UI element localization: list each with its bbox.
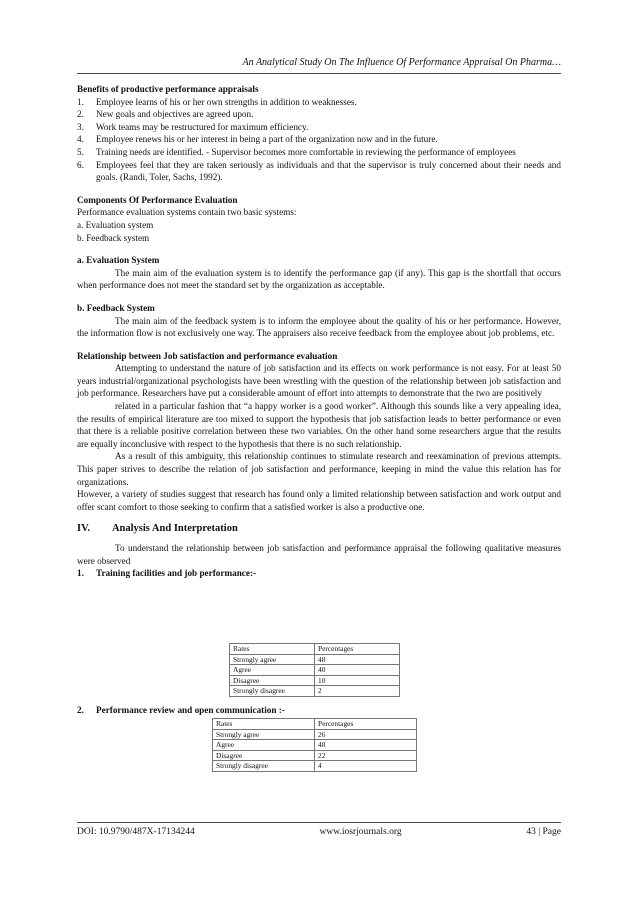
components-item-b: b. Feedback system	[77, 232, 150, 243]
table2-heading-block	[77, 704, 561, 717]
list-text: Employees feel that they are taken seriously as individuals and that the supervisor is truly concerned about their needs and goals. (Randi, Toler, Sachs, 1992).	[96, 159, 561, 183]
footer-website-link[interactable]: www.iosrjournals.org	[319, 827, 402, 837]
table1-heading	[77, 567, 561, 580]
evaluation-system-paragraph: The main aim of the evaluation system is to identify the performance gap (if any). This gap is the shortfall that occurs when performance does not meet the standard set by the organization as acceptable.	[77, 267, 561, 291]
benefits-heading: Benefits of productive performance appraisals	[77, 84, 259, 94]
table-header-row	[213, 719, 417, 730]
table-row	[230, 665, 400, 676]
table-row	[213, 761, 417, 772]
table-cell: 40	[315, 665, 400, 676]
list-text: Employee learns of his or her own strengths in addition to weaknesses.	[96, 96, 357, 107]
footer-doi: DOI: 10.9790/487X-17134244	[77, 827, 195, 837]
running-header: An Analytical Study On The Influence Of Performance Appraisal On Pharma…	[242, 57, 561, 68]
section-heading	[77, 523, 561, 536]
list-text: Work teams may be restructured for maximum efficiency.	[96, 121, 309, 132]
table-cell: Disagree	[230, 675, 315, 686]
table-row	[230, 654, 400, 665]
list-text: Training needs are identified. - Supervisor becomes more comfortable in reviewing the performance of employees	[96, 146, 516, 157]
list-item	[77, 159, 561, 184]
section-title: Analysis And Interpretation	[111, 523, 238, 535]
list-item	[77, 146, 561, 159]
performance-review-table	[212, 718, 417, 772]
table-cell: Agree	[213, 740, 315, 751]
table-header-cell: Percentages	[315, 644, 400, 655]
list-number: 4.	[77, 134, 84, 145]
footer-divider	[77, 822, 561, 823]
table-cell: 48	[315, 740, 417, 751]
list-text: New goals and objectives are agreed upon.	[96, 109, 254, 120]
table-cell: 48	[315, 654, 400, 665]
relationship-paragraph-2: related in a particular fashion that “a happy worker is a good worker”. Although this sounds like a very appealing idea, the results of empirical literature are too mixed to support the hypothesis that job satisfaction leads to better performance or even that there is a reliable positive correlation between these two variables. On the other hand some researchers argue that the results are equally inconclusive with respect to the hypothesis that there is no such relationship.	[77, 401, 561, 449]
table2-number: 2.	[77, 705, 84, 715]
table-cell: Agree	[230, 665, 315, 676]
page-footer	[77, 827, 561, 837]
list-item	[77, 96, 561, 109]
table-row	[213, 750, 417, 761]
table-cell: Strongly agree	[230, 654, 315, 665]
section-intro: To understand the relationship between job satisfaction and performance appraisal the following qualitative measures were observed	[77, 543, 561, 566]
table-header-cell: Percentages	[315, 719, 417, 730]
section-number: IV.	[77, 523, 90, 535]
footer-page-number: 43 | Page	[526, 827, 561, 837]
table-cell: Disagree	[213, 750, 315, 761]
table-cell: Strongly agree	[213, 729, 315, 740]
components-item-a: a. Evaluation system	[77, 219, 154, 230]
table-cell: 22	[315, 750, 417, 761]
benefits-list	[77, 96, 561, 184]
components-intro: Performance evaluation systems contain two basic systems:	[77, 207, 297, 218]
relationship-paragraph-4: However, a variety of studies suggest that research has found only a limited relationship between satisfaction and work output and offer scant comfort to those seeking to confirm that a satisfied worker is also a productive one.	[77, 489, 561, 512]
training-facilities-table	[229, 643, 400, 697]
table-header-row	[230, 644, 400, 655]
table1-title: Training facilities and job performance:-	[96, 568, 257, 579]
table-row	[230, 686, 400, 697]
feedback-system-paragraph: The main aim of the feedback system is to inform the employee about the quality of his or her performance. However, the information flow is not exclusively one way. The appraisers also receive feedback from the employee about job problems, etc.	[77, 315, 561, 339]
table2-title: Performance review and open communication :-	[96, 705, 285, 715]
table-cell: 4	[315, 761, 417, 772]
table-cell: 2	[315, 686, 400, 697]
table-header-cell: Rates	[213, 719, 315, 730]
table-header-cell: Rates	[230, 644, 315, 655]
list-text: Employee renews his or her interest in being a part of the organization now and in the future.	[96, 134, 438, 145]
relationship-heading: Relationship between Job satisfaction and performance evaluation	[77, 350, 338, 361]
table-row	[213, 740, 417, 751]
list-number: 1.	[77, 96, 84, 107]
table-row	[230, 675, 400, 686]
list-item	[77, 121, 561, 134]
page-body	[77, 83, 561, 580]
table2-heading	[77, 704, 561, 717]
table-cell: Strongly disagree	[213, 761, 315, 772]
list-item	[77, 108, 561, 121]
list-item	[77, 133, 561, 146]
table-row	[213, 729, 417, 740]
header-divider	[77, 73, 561, 74]
list-number: 6.	[77, 159, 84, 170]
evaluation-system-heading: a. Evaluation System	[77, 255, 160, 266]
table-cell: 10	[315, 675, 400, 686]
list-number: 3.	[77, 121, 84, 132]
components-heading: Components Of Performance Evaluation	[77, 194, 238, 205]
list-number: 2.	[77, 109, 84, 120]
table-cell: Strongly disagree	[230, 686, 315, 697]
relationship-paragraph-3: As a result of this ambiguity, this relationship continues to stimulate research and reexamination of previous attempts. This paper strives to describe the relation of job satisfaction and performance, keeping in mind the value this relation has for organizations.	[77, 451, 561, 487]
relationship-paragraph-1: Attempting to understand the nature of job satisfaction and its effects on work performance is not easy. For at least 50 years industrial/organizational psychologists have been wrestling with the question of the relationship between job satisfaction and job performance. Researchers have put a considerable amount of effort into attempts to demonstrate that the two are positively	[77, 363, 561, 399]
table1-number: 1.	[77, 568, 84, 579]
table-cell: 26	[315, 729, 417, 740]
list-number: 5.	[77, 146, 84, 157]
feedback-system-heading: b. Feedback System	[77, 302, 155, 313]
